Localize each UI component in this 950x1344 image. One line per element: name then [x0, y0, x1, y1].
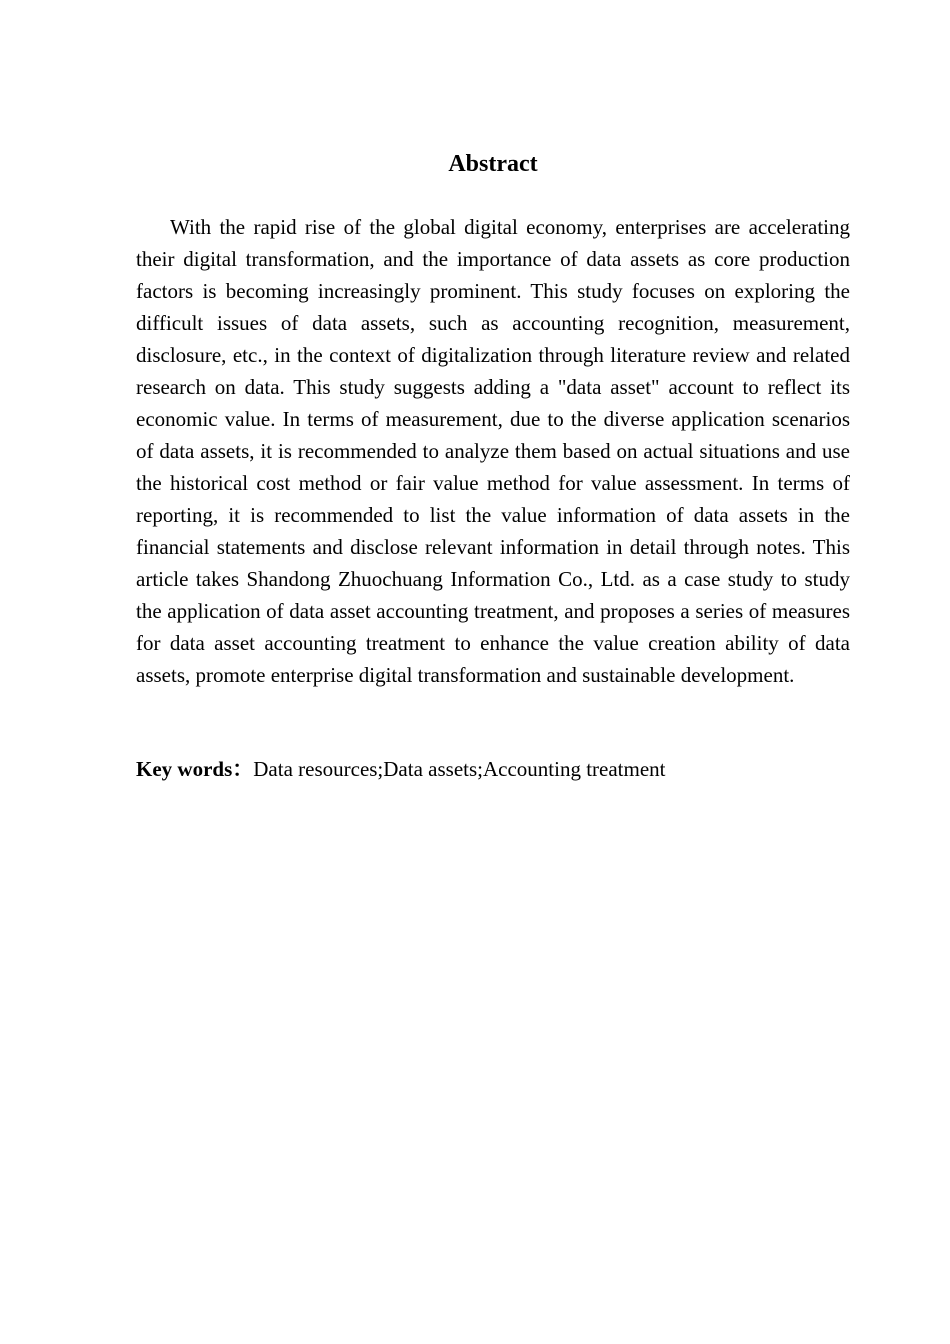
keywords-line	[136, 753, 850, 785]
abstract-body: With the rapid rise of the global digital economy, enterprises are accelerating their digital transformation, and the importance of data assets as core production factors is becoming increasingly prominent. This study focuses on exploring the difficult issues of data assets, such as accounting recognition, measurement, disclosure, etc., in the context of digitalization through literature review and related research on data. This study suggests adding a "data asset" account to reflect its economic value. In terms of measurement, due to the diverse application scenarios of data assets, it is recommended to analyze them based on actual situations and use the historical cost method or fair value method for value assessment. In terms of reporting, it is recommended to list the value information of data assets in the financial statements and disclose relevant information in detail through notes. This article takes Shandong Zhuochuang Information Co., Ltd. as a case study to study the application of data asset accounting treatment, and proposes a series of measures for data asset accounting treatment to enhance the value creation ability of data assets, promote enterprise digital transformation and sustainable development.	[136, 215, 850, 687]
abstract-title: Abstract	[448, 151, 538, 177]
keywords-label: Key words	[136, 757, 233, 781]
keywords-values: Data resources;Data assets;Accounting treatment	[253, 757, 666, 781]
keywords-separator: ：	[232, 757, 254, 781]
